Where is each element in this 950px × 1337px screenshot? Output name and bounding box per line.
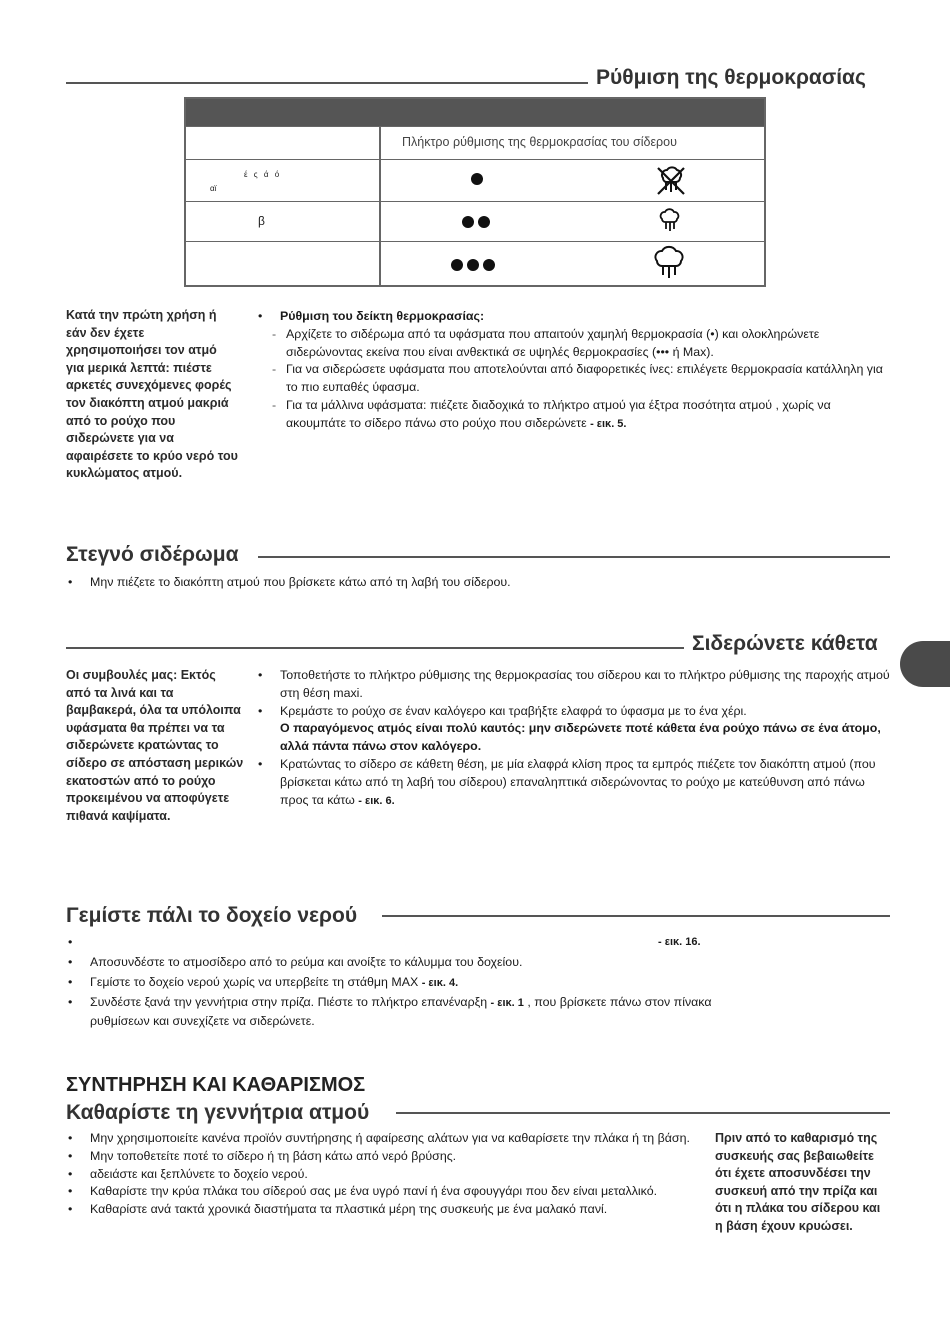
list-item bbox=[66, 934, 716, 952]
list-item bbox=[66, 954, 716, 972]
section-rule bbox=[66, 82, 588, 84]
item-text: Μην χρησιμοποιείτε κανένα προϊόν συντήρησης ή αφαίρεσης αλάτων για να καθαρίσετε την πλάκα ή τη βάση. bbox=[90, 1131, 690, 1145]
no-steam-icon bbox=[654, 164, 688, 203]
section-rule bbox=[382, 915, 890, 917]
item-text: Μην πιέζετε το διακόπτη ατμού που βρίσκετε κάτω από τη λαβή του σίδερου. bbox=[90, 575, 511, 589]
list-item bbox=[66, 974, 716, 993]
section-title-refill: Γεμίστε πάλι το δοχείο νερού bbox=[66, 904, 358, 927]
section-rule bbox=[258, 556, 890, 558]
item-text: Συνδέστε ξανά την γεννήτρια στην πρίζα. Πιέστε το πλήκτρο επανέναρξη bbox=[90, 995, 488, 1010]
temp-dots-2 bbox=[460, 215, 492, 233]
table-row bbox=[186, 159, 764, 202]
side-note-tips: Οι συμβουλές μας: Εκτός από τα λινά και τα βαμβακερά, όλα τα υπόλοιπα υφάσματα θα πρέπει να τα σιδερώνετε κρατώντας το σίδερο σε απόσταση μερικών εκατοστών από το ρούχο προκειμένου να αποφύγετε πιθανά καψίματα. bbox=[66, 668, 244, 823]
steam-medium-icon bbox=[656, 207, 684, 242]
item-text: Για τα μάλλινα υφάσματα: πιέζετε διαδοχικά το πλήκτρο ατμού για έξτρα ποσότητα ατμού , χωρίς να ακουμπάτε το σίδερο πάνω στο ρούχο που σιδερώνετε bbox=[286, 397, 831, 430]
refill-list bbox=[66, 934, 716, 1031]
list-item bbox=[256, 703, 890, 756]
section-title-temperature: Ρύθμιση της θερμοκρασίας bbox=[596, 66, 866, 89]
bullet-title: Ρύθμιση του δείκτη θερμοκρασίας: bbox=[280, 309, 485, 323]
list-item bbox=[66, 1166, 706, 1184]
list-item bbox=[66, 574, 890, 592]
vertical-ironing-list bbox=[256, 667, 890, 810]
list-item bbox=[66, 1148, 706, 1166]
steam-max-icon bbox=[650, 245, 688, 288]
side-note-first-use: Κατά την πρώτη χρήση ή εάν δεν έχετε χρησιμοποιήσει τον ατμό για μερικά λεπτά: πιέστε αρκετές συνεχόμενες φορές τον διακόπτη ατμού μακριά από το ρούχο που σιδερώνετε για να αφαιρέσετε το κρύο νερό του κυκλώματος ατμού. bbox=[66, 308, 238, 481]
section-rule bbox=[66, 647, 684, 649]
item-text: Για να σιδερώσετε υφάσματα που αποτελούνται από διαφορετικές ίνες: επιλέγετε θερμοκρασία κατάλληλη για το πιο ευπαθές ύφασμα. bbox=[286, 362, 883, 395]
temperature-table bbox=[184, 97, 766, 287]
figure-ref: • - εικ. 16. bbox=[658, 936, 701, 948]
list-item bbox=[272, 326, 892, 362]
section-title-vertical: Σιδερώνετε κάθετα bbox=[692, 632, 878, 655]
table-header-bar bbox=[186, 99, 764, 126]
figure-ref: - εικ. 5. bbox=[590, 417, 627, 430]
figure-ref: - εικ. 4. bbox=[421, 976, 459, 989]
side-note-before-cleaning: Πριν από το καθαρισμό της συσκευής σας βεβαιωθείτε ότι έχετε αποσυνδέσει την συσκευή από την πρίζα και ότι η πλάκα του σίδερου και η βάση έχουν κρυώσει. bbox=[715, 1131, 881, 1233]
dry-ironing-list bbox=[66, 574, 890, 592]
item-text: αδειάστε και ξεπλύνετε το δοχείο νερού. bbox=[90, 1166, 308, 1181]
item-text: Κρατώντας το σίδερο σε κάθετη θέση, με μία ελαφρά κλίση προς τα εμπρός πιέζετε τον διακόπτη ατμού (που βρίσκεται κάτω από τη λαβή του σίδερου) επαναληπτικά σιδερώνοντας το ρούχο με κατεύθυνση από πάνω προς τα κάτω bbox=[280, 756, 876, 807]
list-item bbox=[272, 361, 892, 397]
list-item bbox=[66, 1130, 706, 1148]
item-text: , που βρίσκετε πάνω στον πίνακα ρυθμίσεων και συνεχίζετε να σιδερώνετε. bbox=[90, 995, 712, 1029]
table-row bbox=[186, 126, 764, 160]
section-title-clean: Καθαρίστε τη γεννήτρια ατμού bbox=[66, 1101, 370, 1124]
item-text: Αποσυνδέστε το ατμοσίδερο από το ρεύμα και ανοίξτε το κάλυμμα του δοχείου. bbox=[90, 954, 523, 969]
fabric-label: έ ς ά ό bbox=[244, 170, 282, 179]
table-row bbox=[186, 241, 764, 288]
warning-text: Ο παραγόμενος ατμός είναι πολύ καυτός: μην σιδερώνετε ποτέ κάθετα ένα ρούχο πάνω σε ένα άτομο, αλλά πάντα πάνω στον καλόγερο. bbox=[280, 721, 881, 754]
list-item bbox=[272, 397, 892, 434]
maintenance-list bbox=[66, 1130, 706, 1219]
chapter-title-maintenance: ΣΥΝΤΗΡΗΣΗ ΚΑΙ ΚΑΘΑΡΙΣΜΟΣ bbox=[66, 1074, 366, 1096]
item-text: Μην τοποθετείτε ποτέ το σίδερο ή τη βάση κάτω από νερό βρύσης. bbox=[90, 1148, 457, 1163]
chapter-tab bbox=[900, 641, 950, 687]
list-item bbox=[66, 1201, 706, 1219]
fabric-label: β bbox=[258, 214, 265, 228]
figure-ref: - εικ. 1 bbox=[490, 997, 524, 1010]
figure-ref: - εικ. 6. bbox=[358, 794, 395, 807]
list-item bbox=[66, 1183, 706, 1201]
fabric-label: αϊ bbox=[210, 184, 217, 193]
list-item bbox=[256, 667, 890, 703]
item-text: Αρχίζετε το σιδέρωμα από τα υφάσματα που απαιτούν χαμηλή θερμοκρασία (•) και ολοκληρώνετε σιδερώνοντας εκείνα που είναι ανθεκτικά σε υψηλές θερμοκρασίες (••• ή Max). bbox=[286, 326, 820, 359]
item-text: Καθαρίστε ανά τακτά χρονικά διαστήματα τα πλαστικά μέρη της συσκευής με ένα μαλακό πανί. bbox=[90, 1202, 608, 1217]
temp-dots-3 bbox=[449, 258, 497, 276]
section-rule bbox=[396, 1112, 890, 1114]
list-item bbox=[256, 756, 890, 810]
item-text: Γεμίστε το δοχείο νερού χωρίς να υπερβείτε τη στάθμη MAX bbox=[90, 974, 419, 989]
list-item bbox=[66, 994, 716, 1031]
section-title-dry-ironing: Στεγνό σιδέρωμα bbox=[66, 543, 239, 566]
list-item bbox=[256, 308, 892, 326]
item-text: Τοποθετήστε το πλήκτρο ρύθμισης της θερμοκρασίας του σίδερου και το πλήκτρο ρύθμισης της παροχής ατμού στη θέση maxi. bbox=[280, 668, 890, 700]
table-row bbox=[186, 201, 764, 242]
temperature-instructions bbox=[256, 308, 892, 434]
item-text: Κρεμάστε το ρούχο σε έναν καλόγερο και τραβήξτε ελαφρά το ύφασμα με το ένα χέρι. bbox=[280, 703, 747, 718]
item-text: Καθαρίστε την κρύα πλάκα του σίδερού σας με ένα υγρό πανί ή ένα σφουγγάρι που δεν είναι μεταλλικό. bbox=[90, 1184, 658, 1199]
temp-dots-1 bbox=[469, 172, 485, 190]
table-header-label: Πλήκτρο ρύθμισης της θερμοκρασίας του σίδερου bbox=[402, 135, 677, 149]
